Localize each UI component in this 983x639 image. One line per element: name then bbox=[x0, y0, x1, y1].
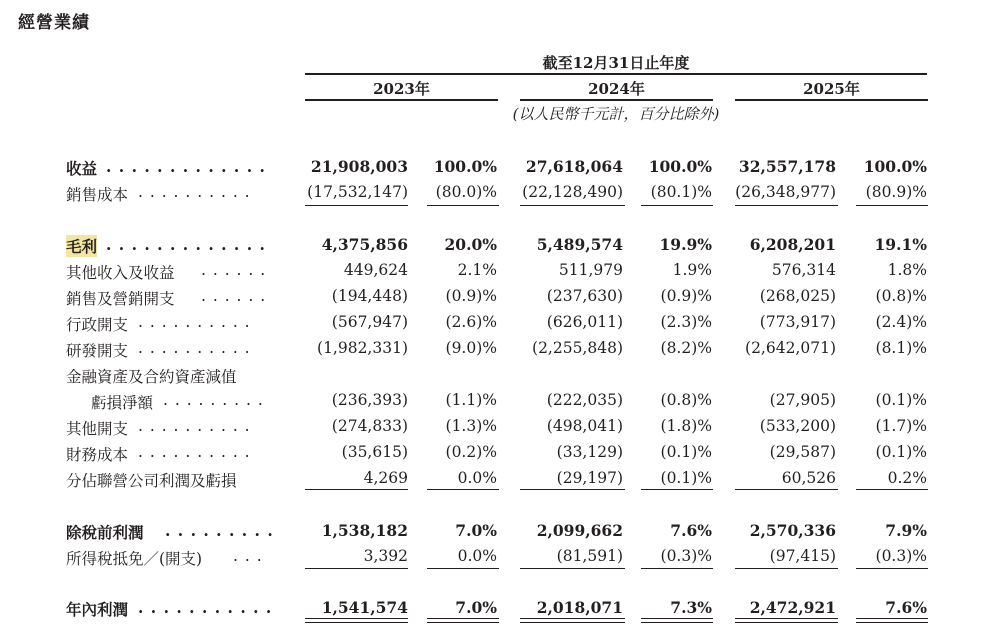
pct-2024: (0.1)% bbox=[660, 469, 712, 487]
pct-2024: 1.9% bbox=[672, 261, 712, 279]
pct-2023: (2.6)% bbox=[445, 313, 497, 331]
pct-2024: (2.3)% bbox=[660, 313, 712, 331]
table-row-cost-of-sales bbox=[0, 183, 983, 207]
subtotal-rule-value-2025 bbox=[735, 205, 838, 206]
leader-dots: . . . . . . bbox=[201, 287, 267, 305]
pct-2023: 20.0% bbox=[444, 235, 497, 254]
subtotal-rule-value-2025 bbox=[735, 489, 838, 490]
subtotal-rule-pct-2025 bbox=[856, 489, 928, 490]
pct-2025: 1.8% bbox=[887, 261, 927, 279]
pct-2025: (2.4)% bbox=[875, 313, 927, 331]
table-row-selling-expenses bbox=[0, 287, 983, 311]
pct-2024: 19.9% bbox=[659, 235, 712, 254]
value-2023: (17,532,147) bbox=[307, 183, 408, 201]
subtotal-rule-pct-2023 bbox=[427, 205, 499, 206]
value-2025: (26,348,977) bbox=[735, 183, 836, 201]
value-2023: 1,538,182 bbox=[321, 521, 408, 540]
value-2025: (2,642,071) bbox=[745, 339, 836, 357]
table-row-other-income bbox=[0, 261, 983, 285]
leader-dots: . . . . . . . . . . bbox=[138, 313, 251, 331]
row-label: 金融資產及合約資產減值 bbox=[66, 368, 237, 386]
pct-2023: 7.0% bbox=[455, 521, 497, 540]
pct-2024: (0.1)% bbox=[660, 443, 712, 461]
value-2025: 2,570,336 bbox=[749, 521, 836, 540]
row-label: 行政開支 bbox=[66, 316, 129, 334]
table-row-admin-expenses bbox=[0, 313, 983, 337]
value-2025: 60,526 bbox=[781, 469, 836, 487]
leader-dots: . . . . . . . . . . bbox=[138, 183, 251, 201]
value-2023: 449,624 bbox=[343, 261, 408, 279]
value-2024: (33,129) bbox=[556, 443, 623, 461]
pct-2024: (0.8)% bbox=[660, 391, 712, 409]
subtotal-rule-value-2023 bbox=[305, 489, 408, 490]
value-2024: 511,979 bbox=[558, 261, 623, 279]
value-2023: (567,947) bbox=[331, 313, 408, 331]
pct-2023: (1.1)% bbox=[445, 391, 497, 409]
table-row-finance-costs bbox=[0, 443, 983, 467]
row-label: 銷售成本 bbox=[66, 186, 129, 204]
value-2025: 2,472,921 bbox=[749, 598, 836, 617]
pct-2025: 7.9% bbox=[885, 521, 927, 540]
pct-2025: (1.7)% bbox=[875, 417, 927, 435]
value-2024: 2,018,071 bbox=[536, 598, 623, 617]
pct-2025: (8.1)% bbox=[875, 339, 927, 357]
pct-2023: 7.0% bbox=[455, 598, 497, 617]
pct-2023: (80.0)% bbox=[435, 183, 497, 201]
total-double-rule-value-2023 bbox=[305, 618, 408, 623]
pct-2025: (0.8)% bbox=[875, 287, 927, 305]
pct-2024: (0.9)% bbox=[660, 287, 712, 305]
row-label: 毛利 bbox=[66, 237, 98, 256]
period-header: 截至12月31日止年度 bbox=[542, 54, 690, 72]
year-rule-2025 bbox=[735, 99, 928, 101]
value-2023: 4,269 bbox=[363, 469, 408, 487]
pct-2024: (8.2)% bbox=[660, 339, 712, 357]
total-double-rule-value-2025 bbox=[735, 618, 838, 623]
leader-dots: . . . . . . . . . . . . . bbox=[106, 157, 266, 176]
value-2025: (29,587) bbox=[769, 443, 836, 461]
pct-2023: 0.0% bbox=[457, 547, 497, 565]
period-rule bbox=[305, 73, 927, 75]
value-2025: (97,415) bbox=[769, 547, 836, 565]
value-2023: 1,541,574 bbox=[321, 598, 408, 617]
pct-2023: 100.0% bbox=[433, 157, 497, 176]
value-2024: (498,041) bbox=[546, 417, 623, 435]
value-2023: 21,908,003 bbox=[310, 157, 408, 176]
table-row-impairment-net bbox=[0, 391, 983, 415]
value-2023: (194,448) bbox=[331, 287, 408, 305]
value-2023: (274,833) bbox=[331, 417, 408, 435]
value-2024: 2,099,662 bbox=[536, 521, 623, 540]
pct-2023: (0.9)% bbox=[445, 287, 497, 305]
year-header-2024: 2024年 bbox=[588, 80, 645, 98]
value-2025: (533,200) bbox=[759, 417, 836, 435]
leader-dots: . . . . . . . . . bbox=[165, 521, 274, 540]
pct-2024: 7.3% bbox=[670, 598, 712, 617]
value-2025: (773,917) bbox=[759, 313, 836, 331]
row-label: 收益 bbox=[66, 159, 98, 178]
value-2023: (35,615) bbox=[341, 443, 408, 461]
subtotal-rule-pct-2024 bbox=[641, 568, 713, 569]
row-label: 其他收入及收益 bbox=[66, 264, 175, 282]
subtotal-rule-pct-2025 bbox=[856, 205, 928, 206]
table-row-revenue bbox=[0, 157, 983, 181]
total-double-rule-pct-2023 bbox=[427, 618, 499, 623]
table-row-rd-expenses bbox=[0, 339, 983, 363]
value-2025: 32,557,178 bbox=[738, 157, 836, 176]
value-2023: (236,393) bbox=[331, 391, 408, 409]
pct-2025: 19.1% bbox=[874, 235, 927, 254]
table-row-other-expenses bbox=[0, 417, 983, 441]
leader-dots: . . . . . . . . . . bbox=[138, 443, 251, 461]
subtotal-rule-value-2023 bbox=[305, 568, 408, 569]
value-2024: (81,591) bbox=[556, 547, 623, 565]
year-header-2025: 2025年 bbox=[803, 80, 860, 98]
value-2025: (268,025) bbox=[759, 287, 836, 305]
subtotal-rule-value-2024 bbox=[520, 205, 625, 206]
row-label: 年內利潤 bbox=[66, 600, 129, 619]
pct-2025: (0.3)% bbox=[875, 547, 927, 565]
pct-2023: (1.3)% bbox=[445, 417, 497, 435]
subtotal-rule-value-2025 bbox=[735, 568, 838, 569]
pct-2024: (80.1)% bbox=[650, 183, 712, 201]
pct-2025: (0.1)% bbox=[875, 443, 927, 461]
value-2024: 27,618,064 bbox=[525, 157, 623, 176]
row-label: 研發開支 bbox=[66, 342, 129, 360]
row-label: 除稅前利潤 bbox=[66, 523, 144, 542]
leader-dots: . . . . . . . . . . bbox=[138, 339, 251, 357]
value-2023: 3,392 bbox=[363, 547, 408, 565]
pct-2025: 100.0% bbox=[863, 157, 927, 176]
leader-dots: . . . . . . . . . . bbox=[138, 417, 251, 435]
value-2024: 5,489,574 bbox=[536, 235, 623, 254]
leader-dots: . . . . . . . . . . . bbox=[138, 598, 273, 617]
total-double-rule-pct-2024 bbox=[641, 618, 713, 623]
value-2024: (22,128,490) bbox=[522, 183, 623, 201]
value-2024: (29,197) bbox=[556, 469, 623, 487]
section-title: 經營業績 bbox=[18, 13, 90, 33]
pct-2025: (80.9)% bbox=[865, 183, 927, 201]
year-rule-2024 bbox=[520, 99, 713, 101]
subtotal-rule-pct-2025 bbox=[856, 568, 928, 569]
total-double-rule-pct-2025 bbox=[856, 618, 928, 623]
value-2024: (237,630) bbox=[546, 287, 623, 305]
value-2024: (626,011) bbox=[546, 313, 623, 331]
pct-2025: 0.2% bbox=[887, 469, 927, 487]
value-2023: 4,375,856 bbox=[321, 235, 408, 254]
year-rule-2023 bbox=[305, 99, 498, 101]
subtotal-rule-pct-2024 bbox=[641, 205, 713, 206]
row-label: 分佔聯營公司利潤及虧損 bbox=[66, 472, 237, 490]
pct-2024: 7.6% bbox=[670, 521, 712, 540]
value-2025: (27,905) bbox=[769, 391, 836, 409]
pct-2023: (0.2)% bbox=[445, 443, 497, 461]
pct-2024: 100.0% bbox=[648, 157, 712, 176]
row-label: 銷售及營銷開支 bbox=[66, 290, 175, 308]
pct-2025: (0.1)% bbox=[875, 391, 927, 409]
value-2025: 6,208,201 bbox=[749, 235, 836, 254]
total-double-rule-value-2024 bbox=[520, 618, 625, 623]
pct-2024: (1.8)% bbox=[660, 417, 712, 435]
leader-dots: . . . . . . . . . . . . . bbox=[106, 235, 266, 254]
value-2025: 576,314 bbox=[771, 261, 836, 279]
table-row-profit-before-tax bbox=[0, 521, 983, 545]
subtotal-rule-pct-2024 bbox=[641, 489, 713, 490]
leader-dots: . . . . . . . . . bbox=[163, 391, 264, 409]
pct-2024: (0.3)% bbox=[660, 547, 712, 565]
row-label: 虧損淨額 bbox=[91, 394, 154, 412]
subtotal-rule-value-2023 bbox=[305, 205, 408, 206]
table-row-impairment-label bbox=[0, 365, 983, 389]
subtotal-rule-value-2024 bbox=[520, 568, 625, 569]
leader-dots: . . . . . . bbox=[201, 261, 267, 279]
subtotal-rule-pct-2023 bbox=[427, 568, 499, 569]
value-2023: (1,982,331) bbox=[317, 339, 408, 357]
year-header-2023: 2023年 bbox=[373, 80, 430, 98]
table-row-gross-profit bbox=[0, 235, 983, 259]
pct-2025: 7.6% bbox=[885, 598, 927, 617]
leader-dots: . . . bbox=[233, 547, 263, 565]
row-label: 所得稅抵免／(開支) bbox=[66, 550, 203, 568]
subtotal-rule-value-2024 bbox=[520, 489, 625, 490]
row-label: 其他開支 bbox=[66, 420, 129, 438]
value-2024: (2,255,848) bbox=[532, 339, 623, 357]
pct-2023: 0.0% bbox=[457, 469, 497, 487]
unit-note: (以人民幣千元計，百分比除外) bbox=[512, 105, 720, 123]
value-2024: (222,035) bbox=[546, 391, 623, 409]
pct-2023: 2.1% bbox=[457, 261, 497, 279]
pct-2023: (9.0)% bbox=[445, 339, 497, 357]
row-label: 財務成本 bbox=[66, 446, 129, 464]
subtotal-rule-pct-2023 bbox=[427, 489, 499, 490]
